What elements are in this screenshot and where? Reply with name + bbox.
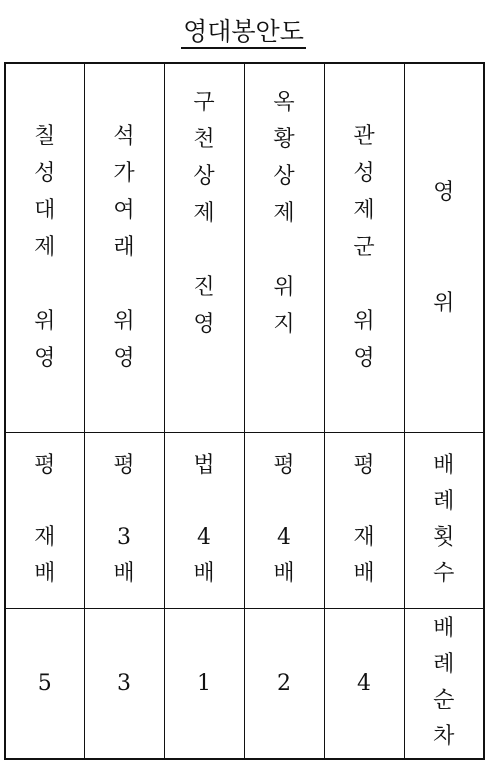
- vertical-char: 배: [353, 561, 375, 586]
- vertical-char: 위: [433, 290, 455, 316]
- vertical-char: 위: [113, 309, 135, 335]
- bow-order-cell: 4: [324, 608, 404, 759]
- header-label-cell: [404, 63, 484, 432]
- vertical-char: 법: [193, 453, 215, 478]
- vertical-char: 제: [34, 235, 56, 261]
- deity-cell: [5, 63, 84, 432]
- vertical-char: 래: [113, 235, 135, 261]
- vertical-char: 영: [433, 179, 455, 205]
- vertical-char: 3: [116, 525, 131, 550]
- vertical-char: 영: [353, 346, 375, 372]
- vertical-char: 배: [433, 453, 455, 478]
- vertical-char: 재: [34, 525, 56, 550]
- bow-order-label-cell: [404, 608, 484, 759]
- bow-count-cell: [244, 432, 324, 608]
- vertical-char: 칠: [34, 124, 56, 150]
- vertical-char: 영: [34, 346, 56, 372]
- vertical-char: 상: [193, 164, 215, 189]
- vertical-char: 구: [193, 90, 215, 115]
- vertical-char: 석: [113, 124, 135, 150]
- line-gap: [353, 266, 374, 303]
- vertical-char: 군: [353, 235, 375, 261]
- vertical-char: 성: [353, 161, 375, 187]
- bow-count-cell: [84, 432, 164, 608]
- vertical-char: 여: [113, 198, 135, 224]
- deity-cell: [84, 63, 164, 432]
- line-gap: [34, 266, 55, 303]
- vertical-char: 위: [353, 309, 375, 335]
- line-gap: [433, 211, 454, 248]
- vertical-char: 대: [34, 198, 56, 224]
- bow-order-cell: 5: [5, 608, 84, 759]
- vertical-char: 4: [276, 525, 291, 550]
- vertical-char: 위: [273, 275, 295, 300]
- deity-cell: [164, 63, 244, 432]
- bow-order-cell: 1: [164, 608, 244, 759]
- document-title: 영대봉안도: [0, 12, 487, 48]
- vertical-char: 수: [433, 561, 455, 586]
- bow-order-cell: 2: [244, 608, 324, 759]
- vertical-char: 례: [433, 489, 455, 514]
- vertical-char: 평: [113, 453, 135, 478]
- deity-names-row: [5, 63, 484, 432]
- vertical-char: 성: [34, 161, 56, 187]
- vertical-char: 진: [193, 275, 215, 300]
- vertical-char: 황: [273, 127, 295, 152]
- line-gap: [353, 484, 374, 520]
- vertical-char: 제: [273, 201, 295, 226]
- vertical-char: 횟: [433, 525, 455, 550]
- vertical-char: 례: [433, 652, 455, 678]
- vertical-char: 4: [196, 525, 211, 550]
- bow-count-cell: [164, 432, 244, 608]
- line-gap: [273, 484, 294, 520]
- vertical-char: 지: [273, 312, 295, 337]
- altar-table: [4, 62, 485, 760]
- bow-count-label-cell: [404, 432, 484, 608]
- vertical-char: 배: [113, 561, 135, 586]
- vertical-char: 가: [113, 161, 135, 187]
- vertical-char: 배: [433, 616, 455, 642]
- line-gap: [193, 232, 214, 269]
- vertical-char: 상: [273, 164, 295, 189]
- vertical-char: 천: [193, 127, 215, 152]
- vertical-char: 옥: [273, 90, 295, 115]
- vertical-char: 평: [34, 453, 56, 478]
- vertical-char: 영: [113, 346, 135, 372]
- bow-count-cell: [5, 432, 84, 608]
- vertical-char: 제: [193, 201, 215, 226]
- vertical-char: 관: [353, 124, 375, 150]
- vertical-char: 배: [34, 561, 56, 586]
- line-gap: [113, 484, 134, 520]
- deity-cell: [244, 63, 324, 432]
- deity-cell: [324, 63, 404, 432]
- bow-count-cell: [324, 432, 404, 608]
- vertical-char: 차: [433, 724, 455, 750]
- vertical-char: 제: [353, 198, 375, 224]
- line-gap: [113, 266, 134, 303]
- bow-count-row: [5, 432, 484, 608]
- vertical-char: 평: [353, 453, 375, 478]
- vertical-char: 영: [193, 312, 215, 337]
- line-gap: [273, 232, 294, 269]
- line-gap: [433, 248, 454, 285]
- line-gap: [34, 484, 55, 520]
- vertical-char: 위: [34, 309, 56, 335]
- vertical-char: 순: [433, 688, 455, 714]
- vertical-char: 배: [193, 561, 215, 586]
- bow-order-row: [5, 608, 484, 759]
- vertical-char: 배: [273, 561, 295, 586]
- bow-order-cell: 3: [84, 608, 164, 759]
- line-gap: [193, 484, 214, 520]
- vertical-char: 평: [273, 453, 295, 478]
- vertical-char: 재: [353, 525, 375, 550]
